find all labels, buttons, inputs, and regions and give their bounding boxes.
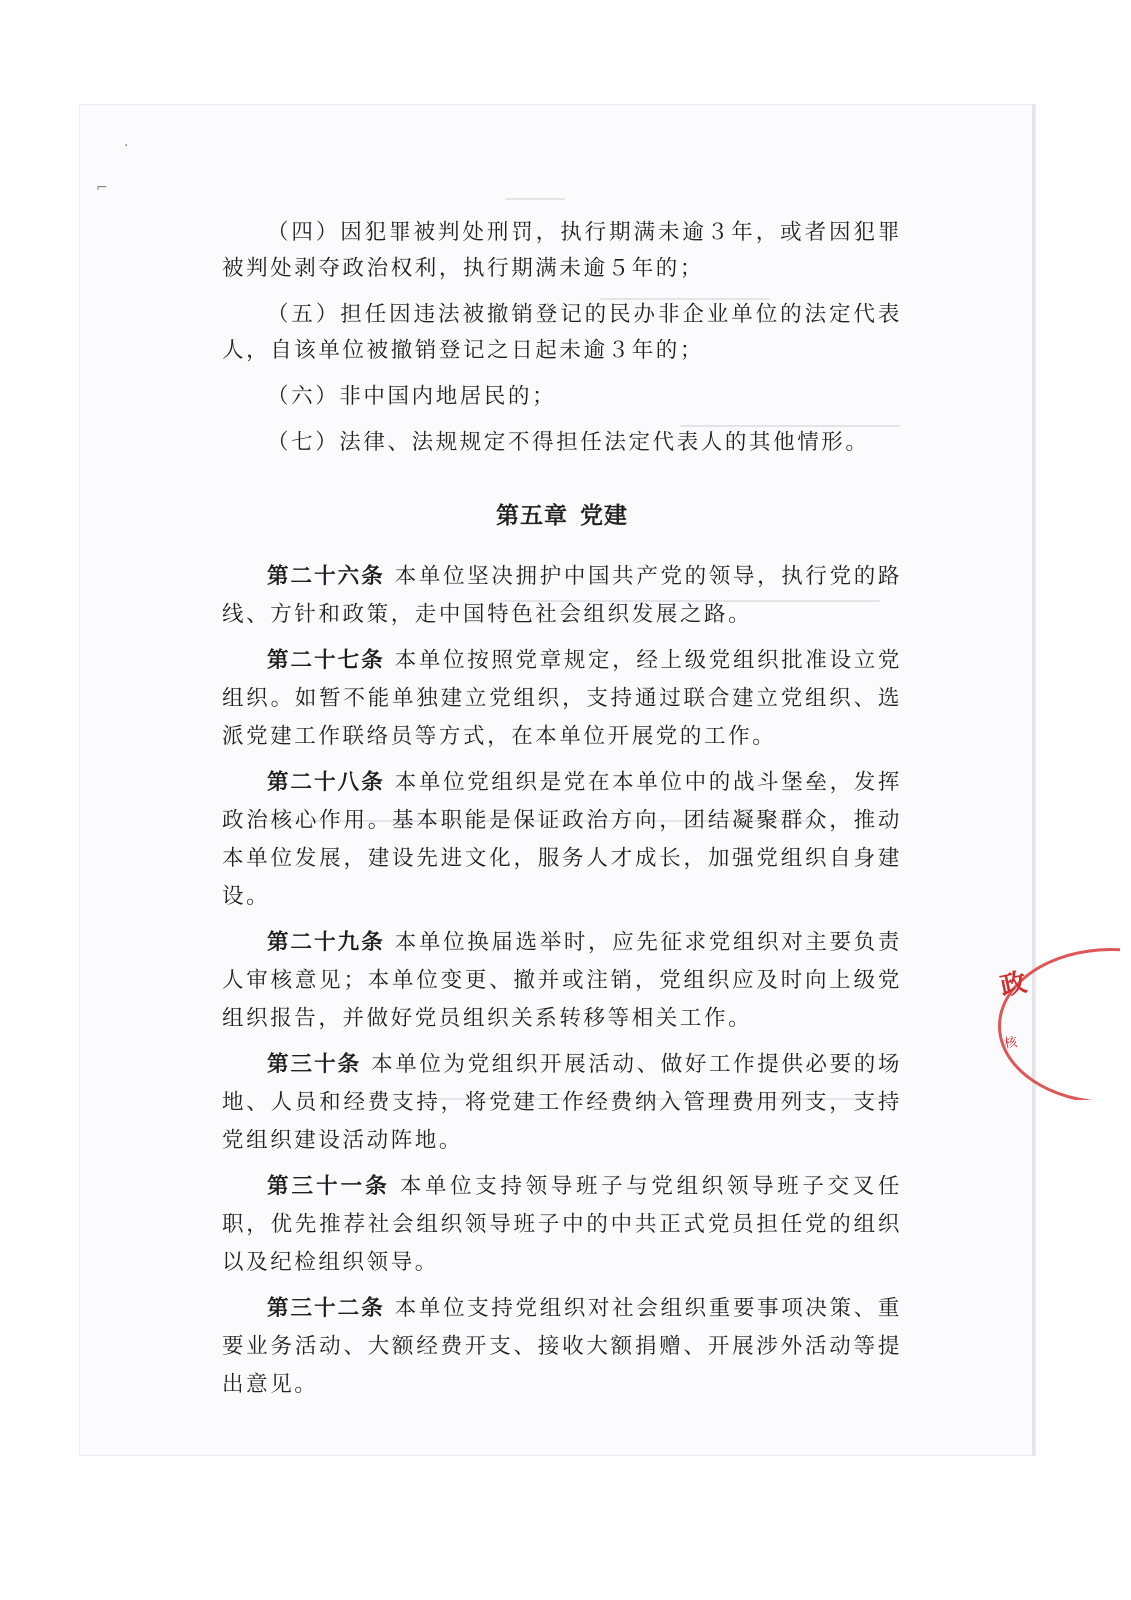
article-text: 本单位支持党组织对社会组织重要事项决策、重要业务活动、大额经费开支、接收大额捐赠、开展涉外活动等提出意见。 bbox=[222, 1296, 902, 1397]
article-label: 第三十条 bbox=[267, 1052, 362, 1077]
article bbox=[222, 558, 902, 634]
article-label: 第三十一条 bbox=[267, 1174, 390, 1199]
page-edge bbox=[1032, 105, 1035, 1455]
seal-small-text: 核 bbox=[1003, 1035, 1019, 1052]
article-label: 第二十六条 bbox=[267, 564, 385, 589]
article-label: 第二十八条 bbox=[267, 770, 385, 795]
seal-character: 政 bbox=[997, 967, 1030, 1003]
chapter-title: 党建 bbox=[580, 503, 628, 529]
document-body bbox=[222, 215, 902, 1412]
article-label: 第三十二条 bbox=[267, 1296, 385, 1321]
clause-item: （四）因犯罪被判处刑罚，执行期满未逾３年，或者因犯罪被判处剥夺政治权利，执行期满未逾５年的； bbox=[222, 220, 902, 281]
article bbox=[222, 1290, 902, 1404]
article bbox=[222, 924, 902, 1038]
scan-speck: · bbox=[124, 138, 129, 154]
article bbox=[222, 1168, 902, 1282]
article-text: 本单位为党组织开展活动、做好工作提供必要的场地、人员和经费支持，将党建工作经费纳入管理费用列支，支持党组织建设活动阵地。 bbox=[222, 1052, 902, 1153]
official-seal-partial bbox=[980, 940, 1120, 1100]
clause-item: （七）法律、法规规定不得担任法定代表人的其他情形。 bbox=[267, 430, 870, 455]
article-text: 本单位换届选举时，应先征求党组织对主要负责人审核意见；本单位变更、撤并或注销，党组织应及时向上级党组织报告，并做好党员组织关系转移等相关工作。 bbox=[222, 930, 902, 1031]
article-text: 本单位党组织是党在本单位中的战斗堡垒，发挥政治核心作用。基本职能是保证政治方向，团结凝聚群众，推动本单位发展，建设先进文化，服务人才成长，加强党组织自身建设。 bbox=[222, 770, 902, 909]
article bbox=[222, 1046, 902, 1160]
article-text: 本单位按照党章规定，经上级党组织批准设立党组织。如暂不能单独建立党组织，支持通过联合建立党组织、选派党建工作联络员等方式，在本单位开展党的工作。 bbox=[222, 648, 902, 749]
article-label: 第二十九条 bbox=[267, 930, 385, 955]
article bbox=[222, 642, 902, 756]
article-text: 本单位支持领导班子与党组织领导班子交叉任职，优先推荐社会组织领导班子中的中共正式党员担任党的组织以及纪检组织领导。 bbox=[222, 1174, 902, 1275]
chapter-number: 第五章 bbox=[496, 503, 568, 529]
scan-speck: ⌐ bbox=[96, 180, 108, 196]
clause-item: （五）担任因违法被撤销登记的民办非企业单位的法定代表人，自该单位被撤销登记之日起未逾３年的； bbox=[222, 302, 902, 363]
chapter-heading bbox=[222, 497, 902, 530]
bleed-through-line bbox=[505, 198, 565, 200]
clause-item: （六）非中国内地居民的； bbox=[267, 384, 557, 409]
article bbox=[222, 764, 902, 916]
article-label: 第二十七条 bbox=[267, 648, 385, 673]
article-text: 本单位坚决拥护中国共产党的领导，执行党的路线、方针和政策，走中国特色社会组织发展之路。 bbox=[222, 564, 902, 627]
